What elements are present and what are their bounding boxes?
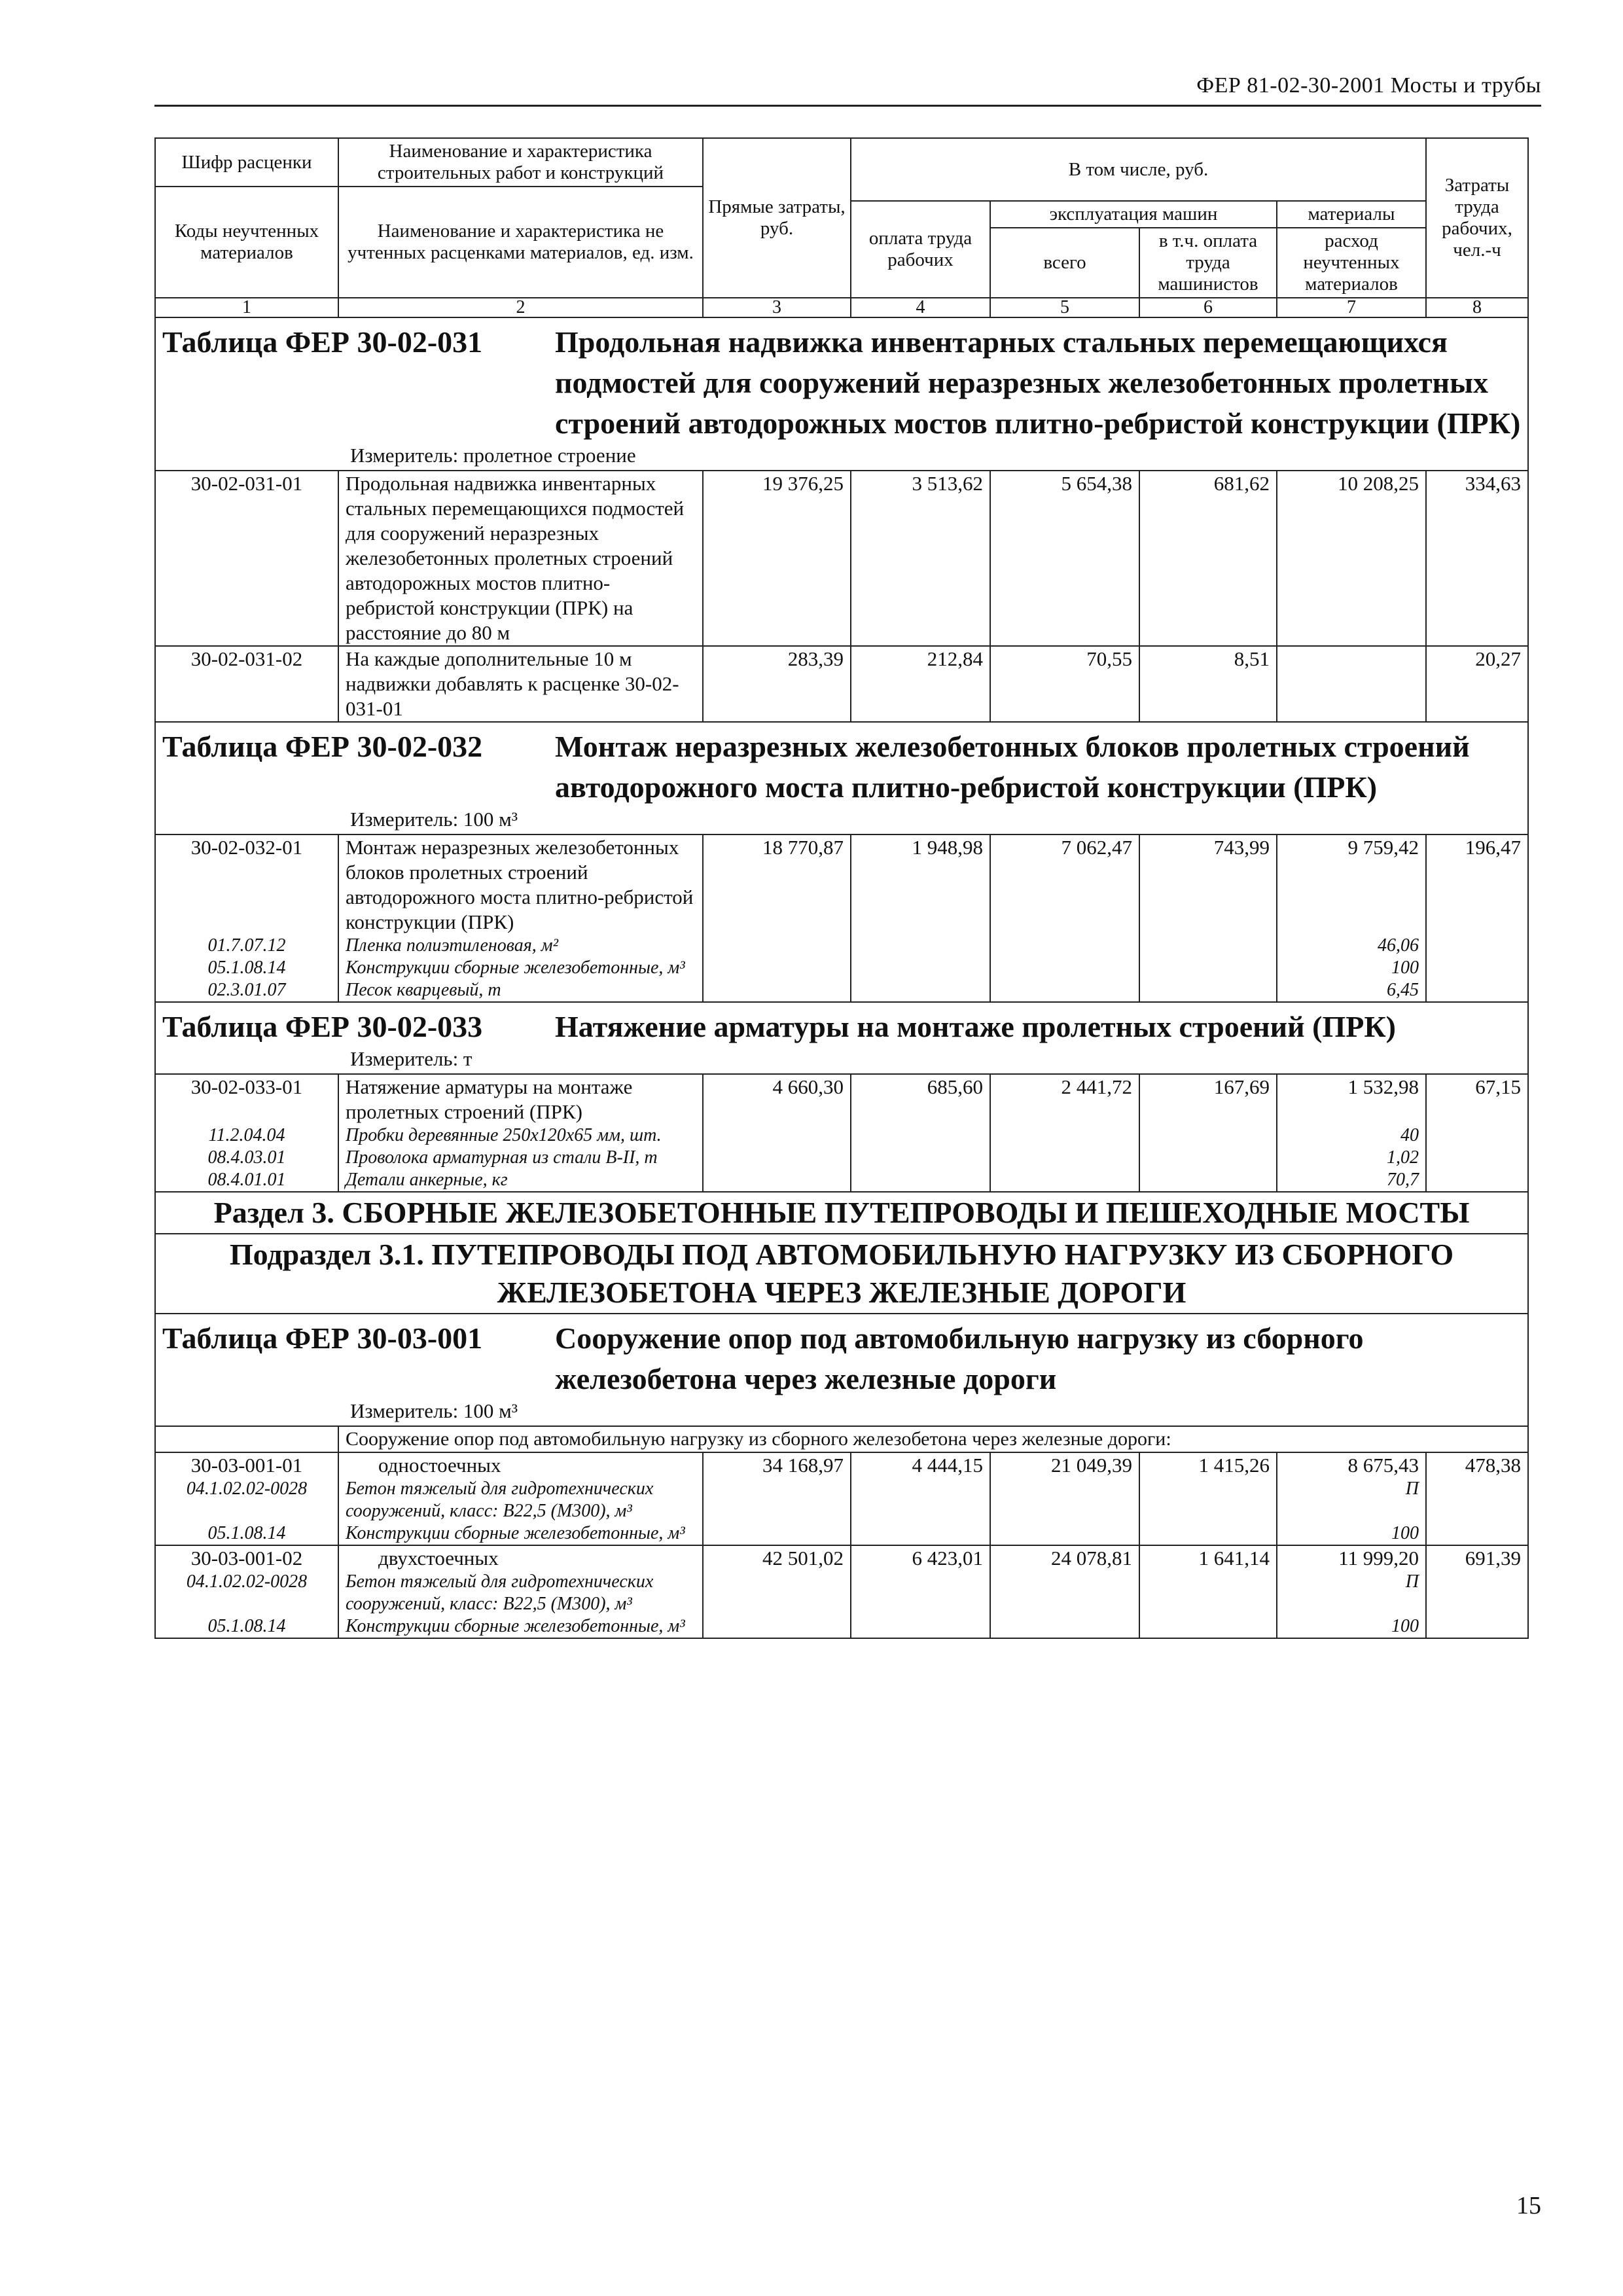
materials-header: материалы <box>1277 201 1426 228</box>
included-header: В том числе, руб. <box>851 138 1426 201</box>
table-032-title-block <box>155 722 1528 834</box>
direct-costs: 4 660,30 <box>703 1074 851 1192</box>
material-code: 05.1.08.14 <box>155 1615 338 1638</box>
group-code-cell <box>155 1426 338 1452</box>
rate-description: одностоечных <box>338 1452 703 1478</box>
table-033-label: Таблица ФЕР 30-02-033 <box>162 1010 483 1043</box>
table-031-measure: Измеритель: пролетное строение <box>350 444 636 467</box>
labor-hours: 334,63 <box>1426 471 1528 646</box>
col-number-4: 4 <box>851 298 990 317</box>
material-code: 08.4.03.01 <box>155 1147 338 1169</box>
material-code: 04.1.02.02-0028 <box>155 1571 338 1615</box>
table-031-name: Продольная надвижка инвентарных стальных перемещающихся подмостей для сооружений неразрезных железобетонных пролетных строений автодорожных мостов плитно-ребристой конструкции (ПРК) <box>555 325 1521 440</box>
table-row <box>155 834 1528 935</box>
material-description: Конструкции сборные железобетонные, м³ <box>338 1615 703 1638</box>
material-code: 05.1.08.14 <box>155 1522 338 1545</box>
material-description: Проволока арматурная из стали В-II, т <box>338 1147 703 1169</box>
table-033-name: Натяжение арматуры на монтаже пролетных строений (ПРК) <box>555 1010 1396 1043</box>
table-row <box>155 1452 1528 1478</box>
rate-description: двухстоечных <box>338 1545 703 1571</box>
labor-hours: 478,38 <box>1426 1452 1528 1545</box>
header-rule <box>154 105 1541 107</box>
material-description: Пробки деревянные 250х120х65 мм, шт. <box>338 1124 703 1147</box>
machinist-pay: 743,99 <box>1139 834 1277 1002</box>
materials-cost: 11 999,20 <box>1277 1545 1426 1571</box>
col-number-7: 7 <box>1277 298 1426 317</box>
machines-header: эксплуатация машин <box>990 201 1277 228</box>
materials-cost <box>1277 646 1426 722</box>
machines-total: 5 654,38 <box>990 471 1139 646</box>
col8-header: Затраты труда рабочих, чел.-ч <box>1426 138 1528 298</box>
col1-top-header: Шифр расценки <box>155 138 338 187</box>
table-032-name: Монтаж неразрезных железобетонных блоков пролетных строений автодорожного моста плитно-ребристой конструкции (ПРК) <box>555 730 1470 804</box>
col2-top-header: Наименование и характеристика строительных работ и конструкций <box>338 138 703 187</box>
labor-hours: 691,39 <box>1426 1545 1528 1638</box>
group-title: Сооружение опор под автомобильную нагрузку из сборного железобетона через железные дороги: <box>338 1426 1528 1452</box>
labor-hours: 67,15 <box>1426 1074 1528 1192</box>
col7-header: расход неучтенных материалов <box>1277 228 1426 298</box>
material-quantity: 100 <box>1277 1522 1426 1545</box>
subsection-3-1-title: Подраздел 3.1. ПУТЕПРОВОДЫ ПОД АВТОМОБИЛЬНУЮ НАГРУЗКУ ИЗ СБОРНОГО ЖЕЛЕЗОБЕТОНА ЧЕРЕЗ ЖЕЛЕЗНЫЕ ДОРОГИ <box>155 1234 1528 1314</box>
material-code: 04.1.02.02-0028 <box>155 1478 338 1522</box>
machinist-pay: 681,62 <box>1139 471 1277 646</box>
direct-costs: 19 376,25 <box>703 471 851 646</box>
material-description: Бетон тяжелый для гидротехнических сооружений, класс: В22,5 (М300), м³ <box>338 1478 703 1522</box>
table-032-label: Таблица ФЕР 30-02-032 <box>162 730 483 763</box>
machinist-pay: 1 641,14 <box>1139 1545 1277 1638</box>
page-number: 15 <box>1516 2192 1541 2219</box>
materials-cost: 8 675,43 <box>1277 1452 1426 1478</box>
rate-description: Натяжение арматуры на монтаже пролетных строений (ПРК) <box>338 1074 703 1124</box>
col-number-1: 1 <box>155 298 338 317</box>
col-number-6: 6 <box>1139 298 1277 317</box>
material-quantity: 1,02 <box>1277 1147 1426 1169</box>
col5-header: всего <box>990 228 1139 298</box>
col3-header: Прямые затраты, руб. <box>703 138 851 298</box>
material-quantity: 40 <box>1277 1124 1426 1147</box>
material-description: Песок кварцевый, т <box>338 979 703 1002</box>
table-031-title-block <box>155 317 1528 471</box>
direct-costs: 42 501,02 <box>703 1545 851 1638</box>
materials-cost: 9 759,42 <box>1277 834 1426 935</box>
labor-hours: 20,27 <box>1426 646 1528 722</box>
table-301-measure: Измеритель: 100 м³ <box>350 1399 518 1422</box>
rate-description: Продольная надвижка инвентарных стальных перемещающихся подмостей для сооружений неразрезных железобетонных пролетных строений автодорожных мостов плитно-ребристой конструкции (ПРК) на расстояние до 80 м <box>338 471 703 646</box>
rate-code: 30-02-033-01 <box>155 1074 338 1124</box>
price-table <box>154 137 1529 1639</box>
worker-pay: 4 444,15 <box>851 1452 990 1545</box>
material-quantity: П <box>1277 1571 1426 1615</box>
table-031-label: Таблица ФЕР 30-02-031 <box>162 325 483 359</box>
material-quantity: 70,7 <box>1277 1169 1426 1192</box>
table-032-measure: Измеритель: 100 м³ <box>350 808 518 831</box>
rate-code: 30-02-031-02 <box>155 646 338 722</box>
material-description: Конструкции сборные железобетонные, м³ <box>338 957 703 979</box>
table-301-label: Таблица ФЕР 30-03-001 <box>162 1321 483 1355</box>
worker-pay: 212,84 <box>851 646 990 722</box>
table-row <box>155 471 1528 646</box>
machines-total: 21 049,39 <box>990 1452 1139 1545</box>
table-row <box>155 646 1528 722</box>
materials-cost: 10 208,25 <box>1277 471 1426 646</box>
rate-code: 30-02-031-01 <box>155 471 338 646</box>
rate-code: 30-03-001-01 <box>155 1452 338 1478</box>
col-number-2: 2 <box>338 298 703 317</box>
col-number-3: 3 <box>703 298 851 317</box>
material-quantity: 6,45 <box>1277 979 1426 1002</box>
machinist-pay: 8,51 <box>1139 646 1277 722</box>
document-header-title: ФЕР 81-02-30-2001 Мосты и трубы <box>1196 73 1541 98</box>
material-description: Конструкции сборные железобетонные, м³ <box>338 1522 703 1545</box>
material-description: Детали анкерные, кг <box>338 1169 703 1192</box>
col6-header: в т.ч. оплата труда машинистов <box>1139 228 1277 298</box>
machines-total: 7 062,47 <box>990 834 1139 1002</box>
table-301-name: Сооружение опор под автомобильную нагрузку из сборного железобетона через железные дороги <box>555 1321 1364 1395</box>
table-row <box>155 1545 1528 1571</box>
col2-bottom-header: Наименование и характеристика не учтенных расценками материалов, ед. изм. <box>338 187 703 298</box>
material-description: Пленка полиэтиленовая, м² <box>338 935 703 957</box>
direct-costs: 283,39 <box>703 646 851 722</box>
col-number-5: 5 <box>990 298 1139 317</box>
rate-description: Монтаж неразрезных железобетонных блоков пролетных строений автодорожного моста плитно-ребристой конструкции (ПРК) <box>338 834 703 935</box>
worker-pay: 6 423,01 <box>851 1545 990 1638</box>
table-301-title-block <box>155 1314 1528 1426</box>
material-description: Бетон тяжелый для гидротехнических сооружений, класс: В22,5 (М300), м³ <box>338 1571 703 1615</box>
material-quantity: 46,06 <box>1277 935 1426 957</box>
col1-bottom-header: Коды неучтенных материалов <box>155 187 338 298</box>
material-code: 05.1.08.14 <box>155 957 338 979</box>
material-code: 08.4.01.01 <box>155 1169 338 1192</box>
material-quantity: П <box>1277 1478 1426 1522</box>
worker-pay: 3 513,62 <box>851 471 990 646</box>
material-code: 11.2.04.04 <box>155 1124 338 1147</box>
rate-code: 30-02-032-01 <box>155 834 338 935</box>
materials-cost: 1 532,98 <box>1277 1074 1426 1124</box>
material-code: 01.7.07.12 <box>155 935 338 957</box>
machines-total: 2 441,72 <box>990 1074 1139 1192</box>
worker-pay: 685,60 <box>851 1074 990 1192</box>
section-3-title: Раздел 3. СБОРНЫЕ ЖЕЛЕЗОБЕТОННЫЕ ПУТЕПРОВОДЫ И ПЕШЕХОДНЫЕ МОСТЫ <box>155 1192 1528 1234</box>
material-code: 02.3.01.07 <box>155 979 338 1002</box>
table-033-measure: Измеритель: т <box>350 1047 473 1070</box>
rate-code: 30-03-001-02 <box>155 1545 338 1571</box>
rate-description: На каждые дополнительные 10 м надвижки добавлять к расценке 30-02-031-01 <box>338 646 703 722</box>
machines-total: 24 078,81 <box>990 1545 1139 1638</box>
table-row <box>155 1074 1528 1124</box>
direct-costs: 34 168,97 <box>703 1452 851 1545</box>
material-quantity: 100 <box>1277 957 1426 979</box>
labor-hours: 196,47 <box>1426 834 1528 1002</box>
col-number-8: 8 <box>1426 298 1528 317</box>
machinist-pay: 1 415,26 <box>1139 1452 1277 1545</box>
worker-pay: 1 948,98 <box>851 834 990 1002</box>
table-033-title-block <box>155 1002 1528 1074</box>
machinist-pay: 167,69 <box>1139 1074 1277 1192</box>
direct-costs: 18 770,87 <box>703 834 851 1002</box>
machines-total: 70,55 <box>990 646 1139 722</box>
material-quantity: 100 <box>1277 1615 1426 1638</box>
col4-header: оплата труда рабочих <box>851 201 990 298</box>
